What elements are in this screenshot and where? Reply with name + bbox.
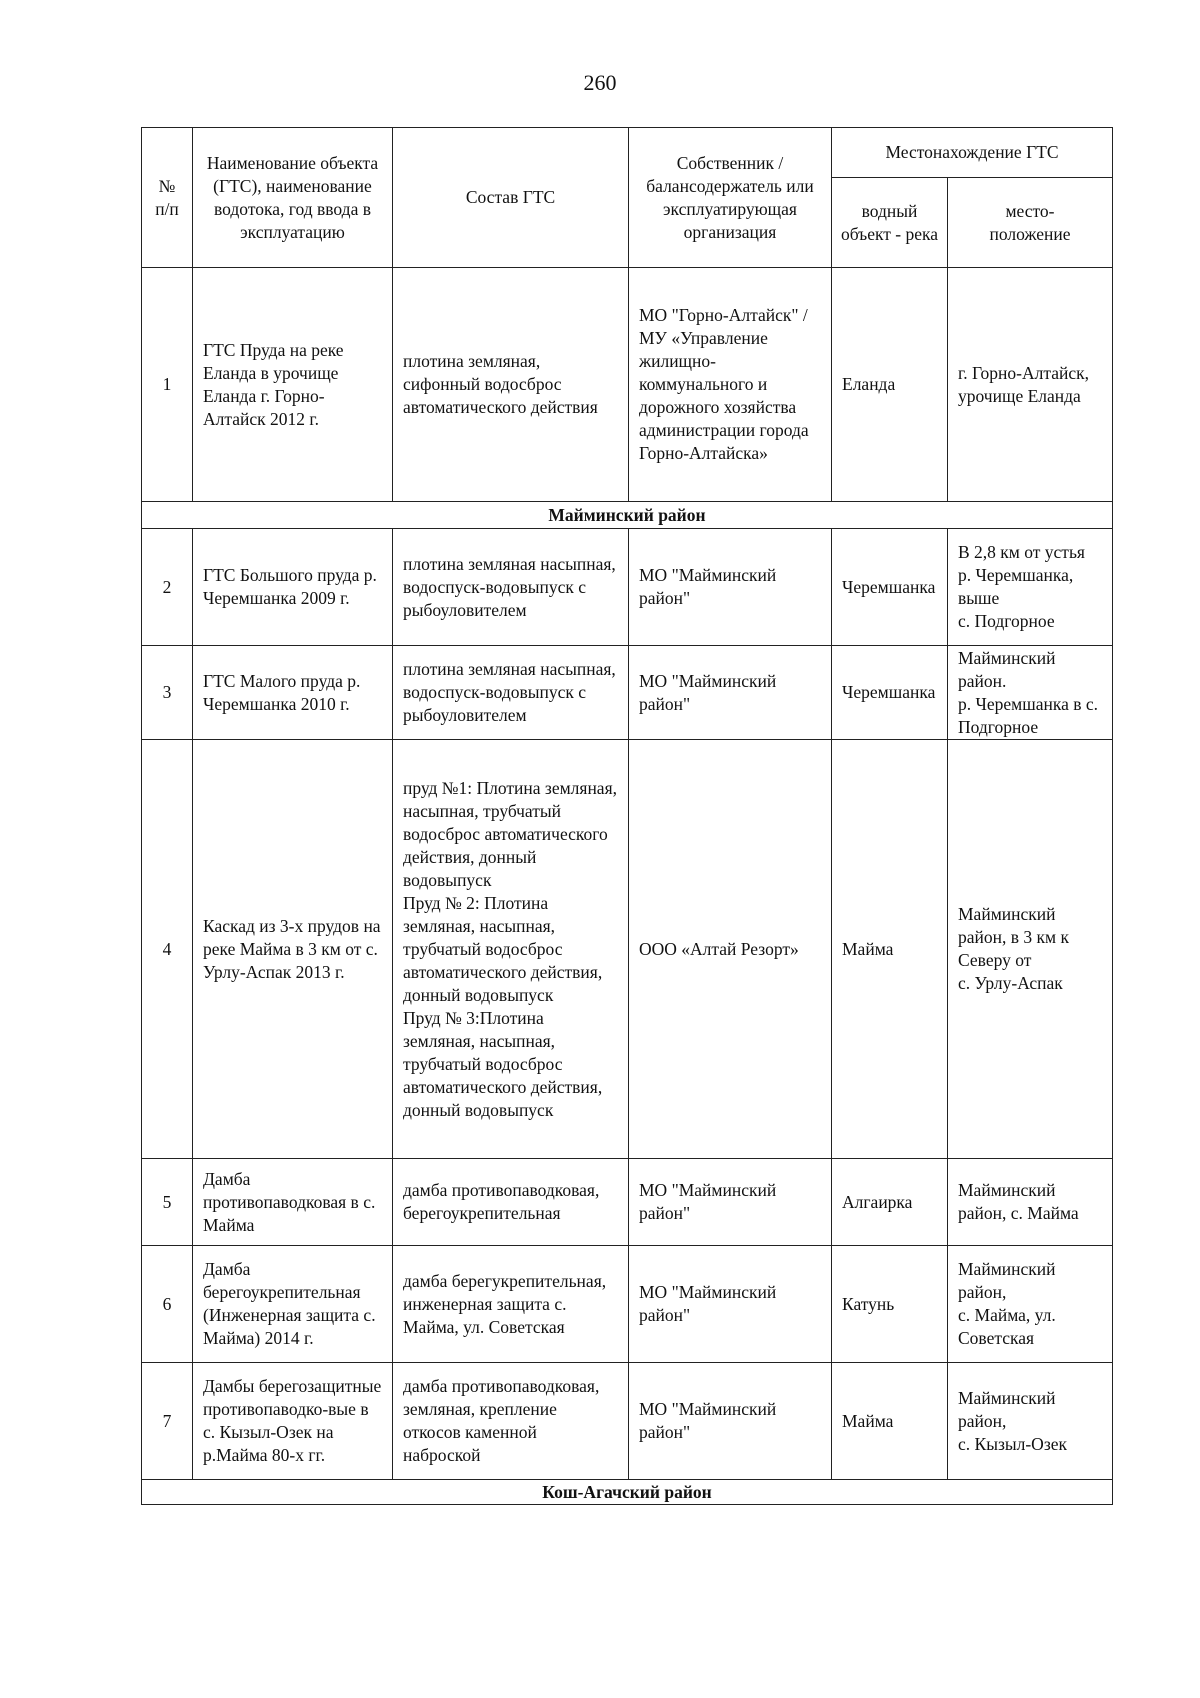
header-num: № п/п (142, 128, 193, 268)
row-place: Майминский район, с. Майма (948, 1159, 1113, 1246)
page-number: 260 (583, 70, 617, 95)
row-num: 7 (142, 1363, 193, 1480)
section-heading: Майминский район (142, 502, 1113, 529)
row-place: Майминский район. р. Черемшанка в с. Подгорное (948, 646, 1113, 740)
row-name: ГТС Малого пруда р. Черемшанка 2010 г. (193, 646, 393, 740)
row-owner: МО "Майминский район" (629, 529, 832, 646)
row-num: 3 (142, 646, 193, 740)
table-row (142, 740, 1113, 1159)
row-water-body: Черемшанка (832, 646, 948, 740)
table-row (142, 529, 1113, 646)
table-row (142, 1159, 1113, 1246)
row-place: Майминский район, с. Кызыл-Озек (948, 1363, 1113, 1480)
row-composition: плотина земляная насыпная, водоспуск-водовыпуск с рыбоуловителем (393, 529, 629, 646)
row-name: ГТС Пруда на реке Еланда в урочище Еланда г. Горно-Алтайск 2012 г. (193, 268, 393, 502)
header-name: Наименование объекта (ГТС), наименование водотока, год ввода в эксплуатацию (193, 128, 393, 268)
row-composition: плотина земляная, сифонный водосброс автоматического действия (393, 268, 629, 502)
table-row (142, 646, 1113, 740)
row-owner: МО "Майминский район" (629, 646, 832, 740)
row-owner: МО "Майминский район" (629, 1363, 832, 1480)
row-place: В 2,8 км от устья р. Черемшанка, выше с. Подгорное (948, 529, 1113, 646)
gts-table (141, 127, 1113, 1505)
row-water-body: Алгаирка (832, 1159, 948, 1246)
row-owner: МО "Майминский район" (629, 1159, 832, 1246)
row-num: 1 (142, 268, 193, 502)
row-water-body: Черемшанка (832, 529, 948, 646)
row-name: Каскад из 3-х прудов на реке Майма в 3 км от с. Урлу-Аспак 2013 г. (193, 740, 393, 1159)
row-composition: дамба берегукрепительная, инженерная защита с. Майма, ул. Советская (393, 1246, 629, 1363)
header-composition: Состав ГТС (393, 128, 629, 268)
row-composition: дамба противопаводковая, земляная, крепление откосов каменной наброской (393, 1363, 629, 1480)
row-name: Дамба берегоукрепительная (Инженерная защита с. Майма) 2014 г. (193, 1246, 393, 1363)
row-name: Дамбы берегозащитные противопаводко-вые в с. Кызыл-Озек на р.Майма 80-х гг. (193, 1363, 393, 1480)
row-composition: дамба противопаводковая, берегоукрепительная (393, 1159, 629, 1246)
table-row (142, 1363, 1113, 1480)
row-name: Дамба противопаводковая в с. Майма (193, 1159, 393, 1246)
row-water-body: Майма (832, 1363, 948, 1480)
row-num: 4 (142, 740, 193, 1159)
row-name: ГТС Большого пруда р. Черемшанка 2009 г. (193, 529, 393, 646)
header-water-body: водный объект - река (832, 178, 948, 268)
section-heading: Кош-Агачский район (142, 1480, 1113, 1505)
header-location-group: Местонахождение ГТС (832, 128, 1113, 178)
row-water-body: Катунь (832, 1246, 948, 1363)
row-place: Майминский район, в 3 км к Северу от с. Урлу-Аспак (948, 740, 1113, 1159)
table-row (142, 1246, 1113, 1363)
row-num: 5 (142, 1159, 193, 1246)
row-num: 2 (142, 529, 193, 646)
row-owner: ООО «Алтай Резорт» (629, 740, 832, 1159)
row-place: Майминский район, с. Майма, ул. Советская (948, 1246, 1113, 1363)
table-row (142, 268, 1113, 502)
row-composition: плотина земляная насыпная, водоспуск-водовыпуск с рыбоуловителем (393, 646, 629, 740)
row-num: 6 (142, 1246, 193, 1363)
row-composition: пруд №1: Плотина земляная, насыпная, трубчатый водосброс автоматического действия, донный водовыпуск Пруд № 2: Плотина земляная, насыпная, трубчатый водосброс автоматического действия, донный водовыпуск Пруд № 3:Плотина земляная, насыпная, трубчатый водосброс автоматического действия, донный водовыпуск (393, 740, 629, 1159)
row-water-body: Еланда (832, 268, 948, 502)
row-water-body: Майма (832, 740, 948, 1159)
header-owner: Собственник / балансодержатель или эксплуатирующая организация (629, 128, 832, 268)
row-place: г. Горно-Алтайск, урочище Еланда (948, 268, 1113, 502)
header-place: место- положение (948, 178, 1113, 268)
row-owner: МО "Горно-Алтайск" / МУ «Управление жилищно-коммунального и дорожного хозяйства администрации города Горно-Алтайска» (629, 268, 832, 502)
row-owner: МО "Майминский район" (629, 1246, 832, 1363)
